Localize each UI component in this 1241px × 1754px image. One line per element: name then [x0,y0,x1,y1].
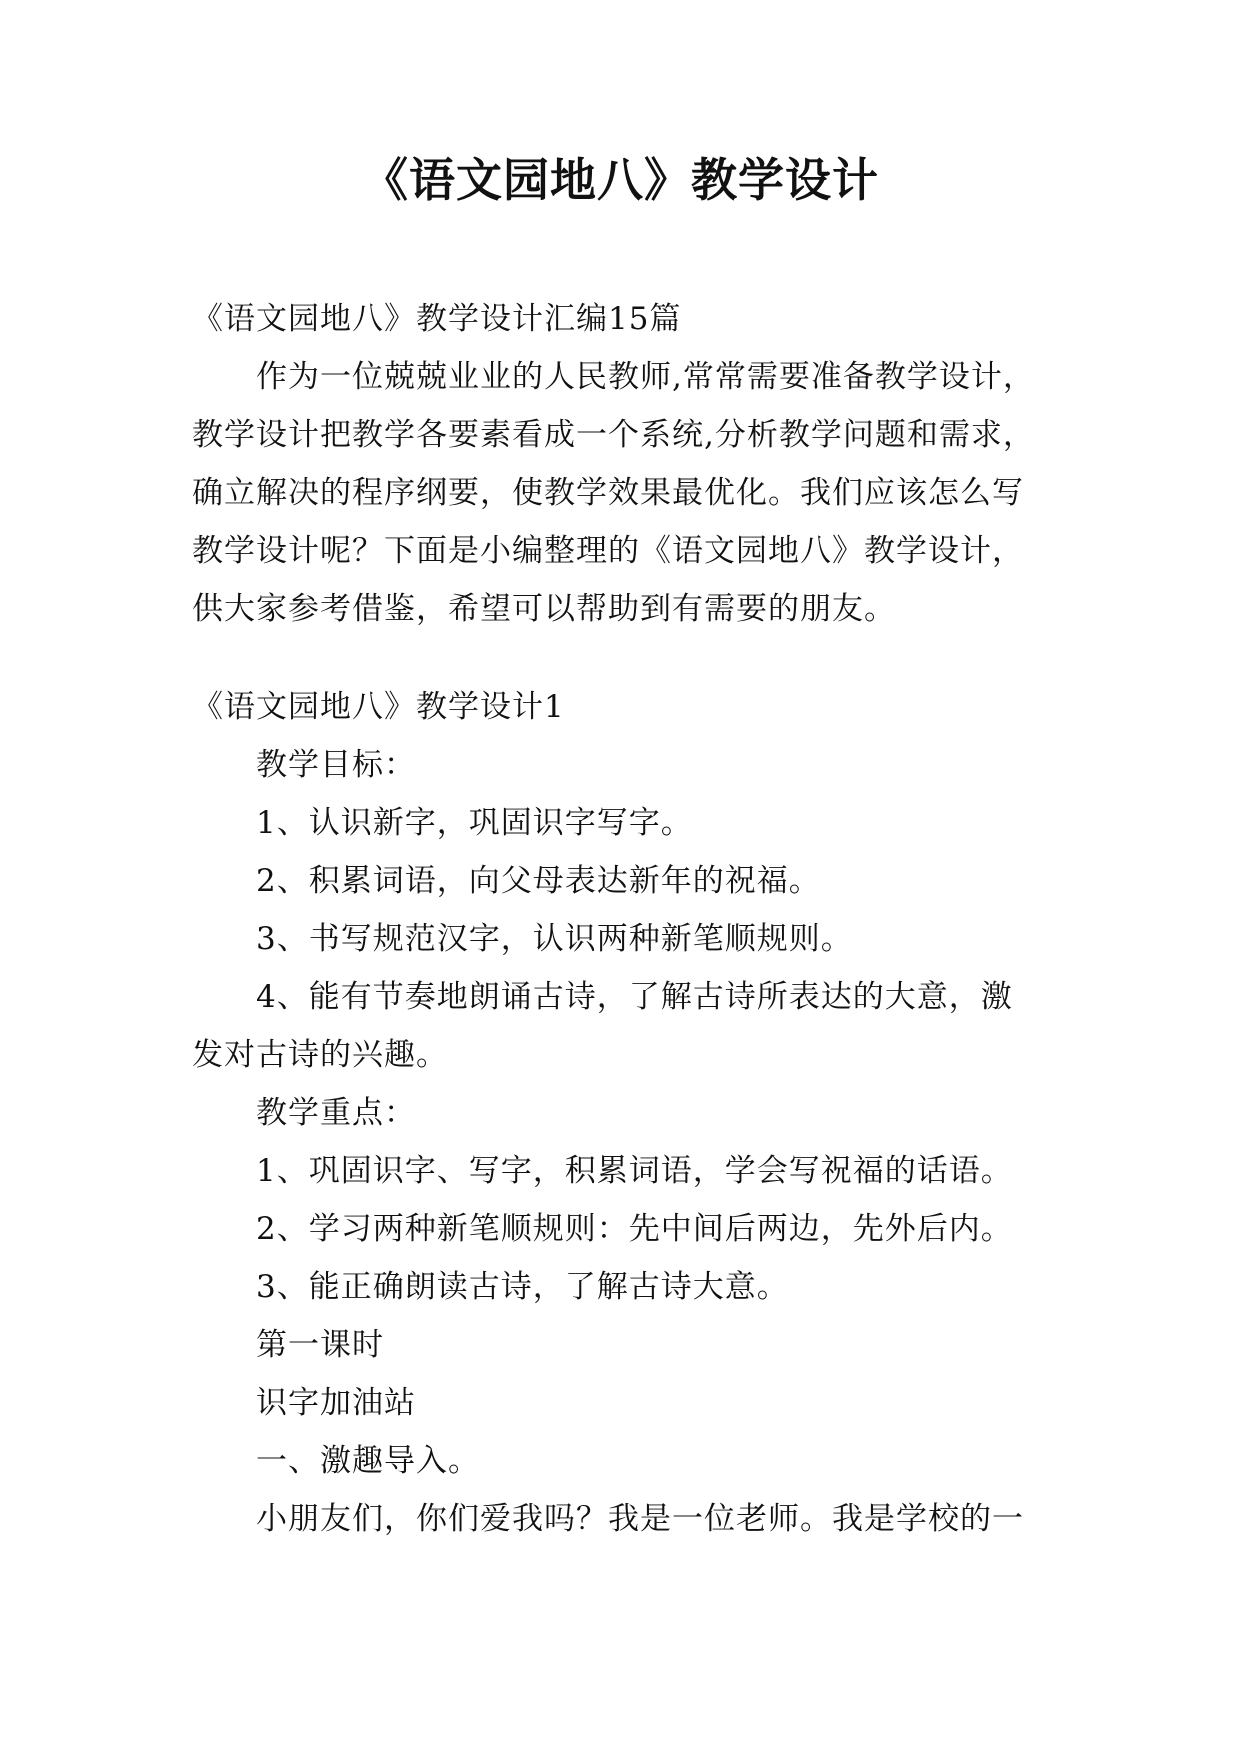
intro-paragraph-line: 确立解决的程序纲要，使教学效果最优化。我们应该怎么写 [192,475,1024,511]
intro-paragraph-line: 供大家参考借鉴，希望可以帮助到有需要的朋友。 [192,591,896,627]
intro-paragraph-line: 教学设计把教学各要素看成一个系统,分析教学问题和需求， [192,417,1035,453]
document-body [192,290,1072,1548]
document-title: 《语文园地八》教学设计 [362,153,879,207]
list-item-continuation: 发对古诗的兴趣。 [192,1037,448,1073]
list-item: 4、能有节奏地朗诵古诗，了解古诗所表达的大意，激 [256,979,1013,1015]
intro-paragraph-line: 作为一位兢兢业业的人民教师,常常需要准备教学设计， [256,359,1035,395]
paragraph-line: 小朋友们，你们爱我吗？我是一位老师。我是学校的一 [256,1501,1024,1537]
list-item: 3、能正确朗读古诗，了解古诗大意。 [256,1269,789,1305]
list-item: 1、巩固识字、写字，积累词语，学会写祝福的话语。 [256,1153,1013,1189]
intro-paragraph-line: 教学设计呢？下面是小编整理的《语文园地八》教学设计， [192,533,1024,569]
lesson-heading: 第一课时 [256,1327,384,1363]
section-gap [192,638,1072,678]
step-heading: 一、激趣导入。 [256,1443,480,1479]
list-item: 2、积累词语，向父母表达新年的祝福。 [256,863,821,899]
list-item: 1、认识新字，巩固识字写字。 [256,805,693,841]
list-item: 3、书写规范汉字，认识两种新笔顺规则。 [256,921,853,957]
list-item: 2、学习两种新笔顺规则：先中间后两边，先外后内。 [256,1211,1013,1247]
activity-heading: 识字加油站 [256,1385,416,1421]
subheading: 教学目标： [256,747,416,783]
section-heading: 《语文园地八》教学设计1 [192,689,565,725]
collection-subtitle: 《语文园地八》教学设计汇编15篇 [192,301,682,337]
subheading: 教学重点： [256,1095,416,1131]
